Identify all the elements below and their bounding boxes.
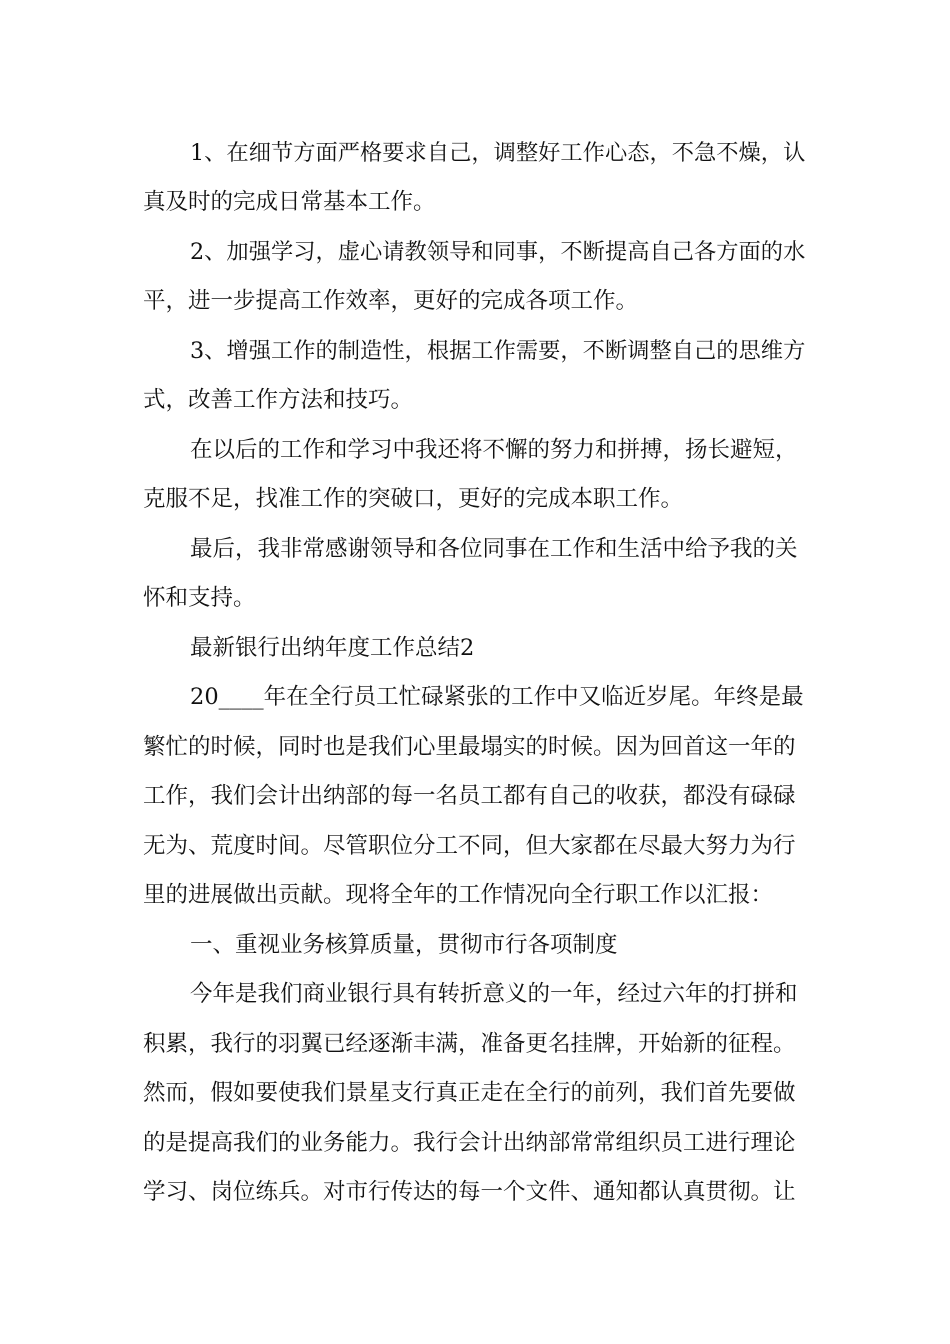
paragraph-3-line-1: 3、增强工作的制造性，根据工作需要，不断调整自己的思维方 [190, 338, 806, 364]
subsection-heading: 一、重视业务核算质量，贯彻市行各项制度 [190, 932, 618, 958]
paragraph-7-line-5: 里的进展做出贡献。现将全年的工作情况向全行职工作以汇报： [143, 882, 774, 908]
paragraph-9-line-3: 然而，假如要使我们景星支行真正走在全行的前列，我们首先要做 [143, 1080, 796, 1106]
section-heading: 最新银行出纳年度工作总结2 [190, 635, 475, 661]
paragraph-1-line-1: 1、在细节方面严格要求自己，调整好工作心态，不急不燥，认 [190, 140, 806, 166]
paragraph-9-line-5: 学习、岗位练兵。对市行传达的每一个文件、通知都认真贯彻。让 [143, 1179, 796, 1205]
paragraph-7-line-4: 无为、荒度时间。尽管职位分工不同，但大家都在尽最大努力为行 [143, 833, 796, 859]
paragraph-9-line-2: 积累，我行的羽翼已经逐渐丰满，准备更名挂牌，开始新的征程。 [143, 1031, 796, 1057]
paragraph-4-line-2: 克服不足，找准工作的突破口，更好的完成本职工作。 [143, 486, 684, 512]
paragraph-1-line-2: 真及时的完成日常基本工作。 [143, 189, 436, 215]
paragraph-7-line-2: 繁忙的时候，同时也是我们心里最塌实的时候。因为回首这一年的 [143, 734, 796, 760]
paragraph-2-line-1: 2、加强学习，虚心请教领导和同事，不断提高自己各方面的水 [190, 239, 806, 265]
paragraph-7-line-3: 工作，我们会计出纳部的每一名员工都有自己的收获，都没有碌碌 [143, 783, 796, 809]
paragraph-2-line-2: 平，进一步提高工作效率，更好的完成各项工作。 [143, 288, 639, 314]
paragraph-9-line-4: 的是提高我们的业务能力。我行会计出纳部常常组织员工进行理论 [143, 1130, 796, 1156]
paragraph-9-line-1: 今年是我们商业银行具有转折意义的一年，经过六年的打拼和 [190, 981, 798, 1007]
paragraph-3-line-2: 式，改善工作方法和技巧。 [143, 387, 414, 413]
paragraph-7-line-1: 20____年在全行员工忙碌紧张的工作中又临近岁尾。年终是最 [190, 684, 804, 710]
paragraph-5-line-1: 最后，我非常感谢领导和各位同事在工作和生活中给予我的关 [190, 536, 798, 562]
paragraph-5-line-2: 怀和支持。 [143, 585, 256, 611]
paragraph-4-line-1: 在以后的工作和学习中我还将不懈的努力和拼搏，扬长避短， [190, 437, 798, 463]
